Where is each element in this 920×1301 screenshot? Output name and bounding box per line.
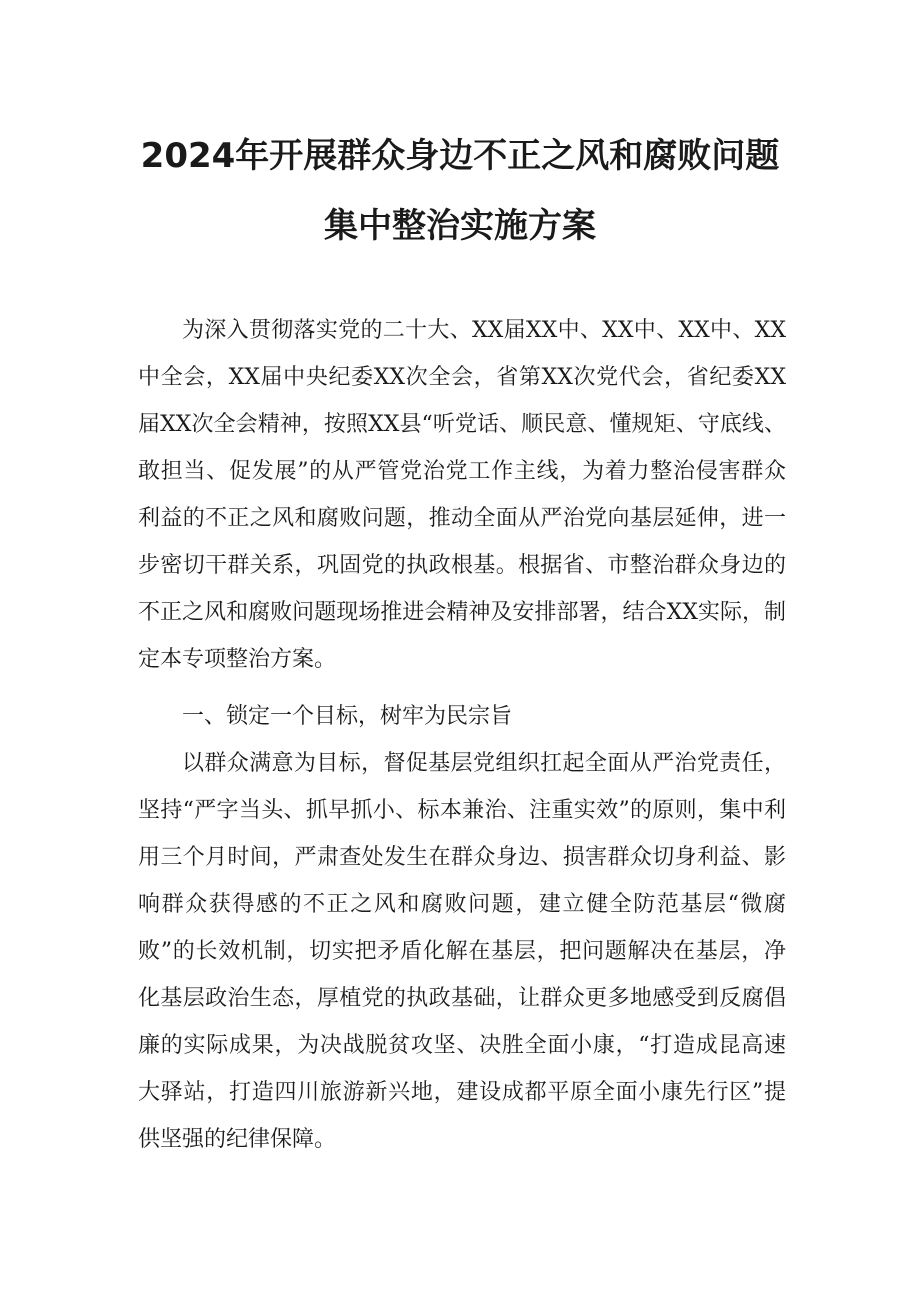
document-title-line-1: 2024年开展群众身边不正之风和腐败问题 xyxy=(140,136,780,176)
body-paragraph-intro: 为深入贯彻落实党的二十大、XX届XX中、XX中、XX中、XX中全会，XX届中央纪委XX次全会，省第XX次党代会，省纪委XX届XX次全会精神，按照XX县“听党话、顺民意、懂规矩、守底线、敢担当、促发展”的从严管党治党工作主线，为着力整治侵害群众利益的不正之风和腐败问题，推动全面从严治党向基层延伸，进一步密切干群关系，巩固党的执政根基。根据省、市整治群众身边的不正之风和腐败问题现场推进会精神及安排部署，结合XX实际，制定本专项整治方案。 xyxy=(138,318,786,672)
body-paragraph-goal: 以群众满意为目标，督促基层党组织扛起全面从严治党责任，坚持“严字当头、抓早抓小、标本兼治、注重实效”的原则，集中利用三个月时间，严肃查处发生在群众身边、损害群众切身利益、影响群众获得感的不正之风和腐败问题，建立健全防范基层“微腐败”的长效机制，切实把矛盾化解在基层，把问题解决在基层，净化基层政治生态，厚植党的执政基础，让群众更多地感受到反腐倡廉的实际成果，为决战脱贫攻坚、决胜全面小康，“打造成昆高速大驿站，打造四川旅游新兴地，建设成都平原全面小康先行区”提供坚强的纪律保障。 xyxy=(138,751,786,1152)
section-heading-1: 一、锁定一个目标，树牢为民宗旨 xyxy=(182,704,513,729)
document-title-line-2: 集中整治实施方案 xyxy=(324,206,596,246)
